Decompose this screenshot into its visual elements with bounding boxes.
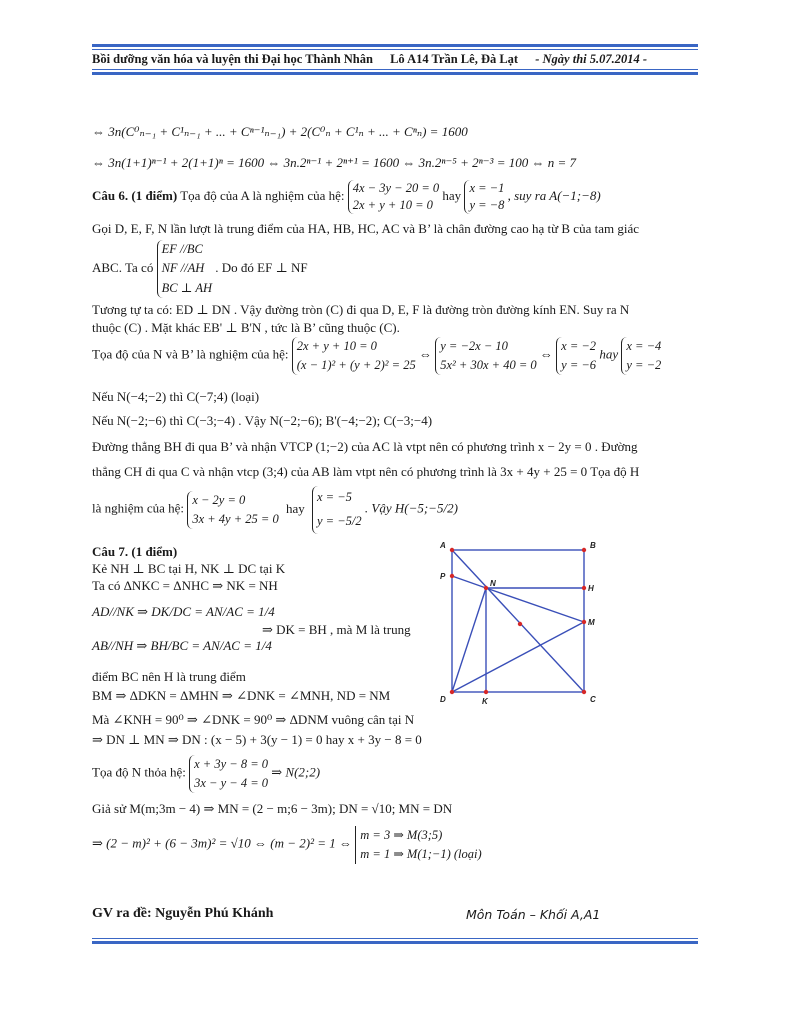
question-7-label: Câu 7. (1 điểm) [92,544,178,559]
header-rule-thick [92,44,698,47]
q7-line-1: Kẻ NH ⊥ BC tại H, NK ⊥ DC tại K [92,561,286,576]
header-rule-bottom-thick [92,72,698,75]
label-h: H [588,584,594,593]
point-b [582,548,586,552]
point-m [582,620,586,624]
q7-system: x + 3y − 8 = 0 3x − y − 4 = 0 [189,755,268,793]
q7-line-8: ⇒ DN ⊥ MN ⇒ DN : (x − 5) + 3(y − 1) = 0 hay x + 3y − 8 = 0 [92,732,422,747]
footer-rule-thick [92,941,698,944]
square-figure [434,540,614,716]
q7-line-10: Giả sử M(m;3m − 4) ⇒ MN = (2 − m;6 − 3m); DN = √10; MN = DN [92,801,453,816]
label-k: K [482,697,488,706]
l8-system-4: x = −4 y = −2 [621,337,661,375]
header-address: Lô A14 Trần Lê, Đà Lạt [390,52,519,66]
footer-teacher: GV ra đề: Nguyễn Phú Khánh [92,906,274,921]
text-line-12: thẳng CH đi qua C và nhận vtcp (3;4) của AB làm vtpt nên có phương trình là 3x + 4y + 25 = 0 Tọa độ H [92,464,640,479]
label-b: B [590,541,596,550]
text-line-11: Đường thẳng BH đi qua B’ và nhận VTCP (1;−2) của AC là vtpt nên có phương trình x − 2y = 0 . Đường [92,439,638,454]
label-n: N [490,579,496,588]
point-h [582,586,586,590]
point-n [484,586,488,590]
q7-line-2: Ta có ΔNKC = ΔNHC ⇒ NK = NH [92,578,278,593]
footer-rule-thin [92,938,698,939]
q7-cases: m = 3 ⇒ M(3;5) m = 1 ⇒ M(1;−1) (loại) [355,826,481,864]
l5-system: EF //BC NF //AH BC ⊥ AH [157,240,212,298]
q6-system-1: 4x − 3y − 20 = 0 2x + y + 10 = 0 [348,180,439,214]
question-6-text: Tọa độ của A là nghiệm của hệ: [180,187,345,203]
equation-line-1: ⇔ 3n(C⁰ₙ₋₁ + C¹ₙ₋₁ + ... + Cⁿ⁻¹ₙ₋₁) + 2(C⁰ₙ + C¹ₙ + ... + Cⁿₙ) = 1600 [92,124,468,139]
l8-system-1: 2x + y + 10 = 0 (x − 1)² + (y + 2)² = 25 [292,337,416,375]
q6-hay: hay [442,187,462,203]
point-d [450,690,454,694]
header-school: Bồi dưỡng văn hóa và luyện thi Đại học Thành Nhân [92,52,373,66]
text-line-5: ABC. Ta có EF //BC NF //AH BC ⊥ AH . Do đó EF ⊥ NF [92,240,308,298]
point-center [518,622,522,626]
l13-system-2: x = −5 y = −5/2 [312,486,362,534]
l8-system-3: x = −2 y = −6 [556,337,596,375]
segment-nm [486,588,584,622]
equation-line-2: ⇔ 3n(1+1)ⁿ⁻¹ + 2(1+1)ⁿ = 1600 ⇔ 3n.2ⁿ⁻¹ + 2ⁿ⁺¹ = 1600 ⇔ 3n.2ⁿ⁻⁵ + 2ⁿ⁻³ = 100 ⇔ n = 7 [92,155,577,170]
header-rule-thin [92,49,698,50]
label-a: A [440,541,446,550]
header-rule-bottom-thin [92,69,698,70]
q7-line-4: AB//NH ⇒ BH/BC = AN/AC = 1/4 [92,638,272,653]
header-date: - Ngày thi 5.07.2014 - [535,52,648,66]
question-6-line [92,180,601,214]
label-c: C [590,695,596,704]
label-d: D [440,695,446,704]
question-6-label: Câu 6. (1 điểm) [92,187,178,203]
text-line-13: là nghiệm của hệ: x − 2y = 0 3x + 4y + 25 = 0 hay x = −5 y = −5/2 . Vậy H(−5;−5/2) [92,486,458,534]
q7-line-5: điểm BC nên H là trung điểm [92,669,246,684]
label-m: M [588,618,595,627]
text-line-7: thuộc (C) . Mặt khác EB' ⊥ B'N , tức là B’ cũng thuộc (C). [92,320,400,335]
q7-line-7: Mà ∠KNH = 90⁰ ⇒ ∠DNK = 90⁰ ⇒ ΔDNM vuông cân tại N [92,712,415,727]
q7-line-3: AD//NK ⇒ DK/DC = AN/AC = 1/4 [92,604,275,619]
page-header [92,52,698,67]
l8-system-2: y = −2x − 10 5x² + 30x + 40 = 0 [435,337,536,375]
point-p [450,574,454,578]
l13-system-1: x − 2y = 0 3x + 4y + 25 = 0 [187,491,278,529]
text-line-4: Gọi D, E, F, N lần lượt là trung điểm của HA, HB, HC, AC và B’ là chân đường cao hạ từ B của tam giác [92,221,639,236]
text-line-9: Nếu N(−4;−2) thì C(−7;4) (loại) [92,389,260,404]
q7-line-4-post: ⇒ DK = BH , mà M là trung [262,622,411,637]
point-c [582,690,586,694]
point-a [450,548,454,552]
q7-line-11: ⇒ (2 − m)² + (6 − 3m)² = √10 ⇔ (m − 2)² = 1 ⇔ m = 3 ⇒ M(3;5) m = 1 ⇒ M(1;−1) (loại) [92,826,482,864]
q6-tail: , suy ra A(−1;−8) [507,187,601,203]
point-k [484,690,488,694]
text-line-10: Nếu N(−2;−6) thì C(−3;−4) . Vậy N(−2;−6); B'(−4;−2); C(−3;−4) [92,413,433,428]
text-line-8: Tọa độ của N và B’ là nghiệm của hệ: 2x + y + 10 = 0 (x − 1)² + (y + 2)² = 25 ⇔ y = −2x − 10 5x² + 30x + 40 = 0 ⇔ x = −2 y = −6 hay x = −4 y = −2 [92,337,661,375]
footer-subject: Môn Toán – Khối A,A1 [466,907,601,922]
q7-line-9: Tọa độ N thỏa hệ: x + 3y − 8 = 0 3x − y − 4 = 0 ⇒ N(2;2) [92,755,320,793]
text-line-6: Tương tự ta có: ED ⊥ DN . Vậy đường tròn (C) đi qua D, E, F là đường tròn đường kính EN. Suy ra N [92,302,630,317]
diagonal-ac [452,550,584,692]
q6-system-2: x = −1 y = −8 [464,180,504,214]
label-p: P [440,572,446,581]
q7-line-6: BM ⇒ ΔDKN = ΔMHN ⇒ ∠DNK = ∠MNH, ND = NM [92,688,391,703]
